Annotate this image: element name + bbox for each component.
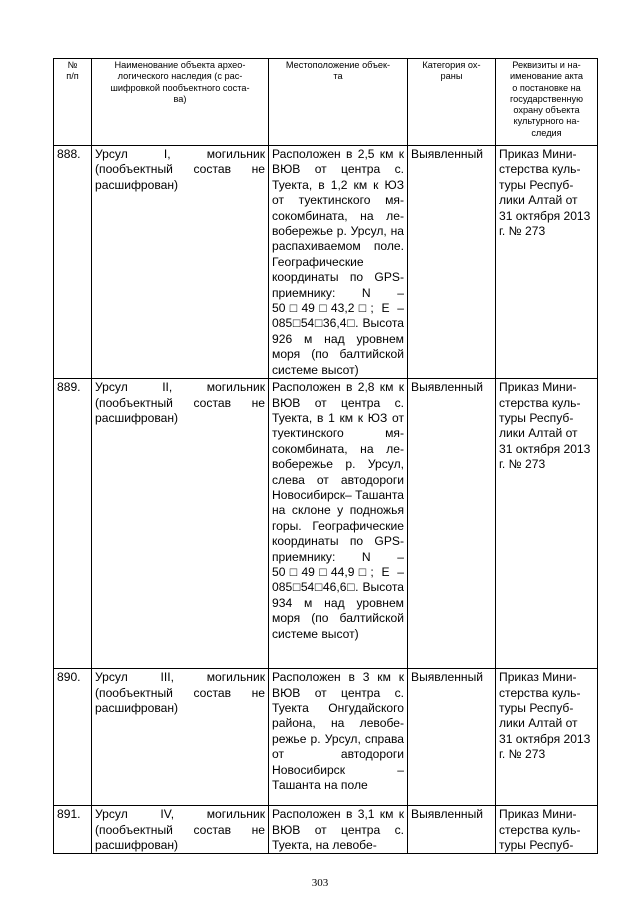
table-header-row [54,59,598,146]
act-requisites: Приказ Министерства культуры Республики Алтай от 31 октября 2013 г. № 273 [496,669,598,806]
act-requisites: Приказ Министерства культуры Республики Алтай от 31 октября 2013 г. № 273 [496,146,598,379]
object-name: Урсул III, могильник (пообъектный состав не расшифрован) [92,669,269,806]
object-location: Расположен в 2,5 км к ВЮВ от центра с. Туекта, в 1,2 км к ЮЗ от туектинского мясокомбината, на левобережье р. Урсул, на распахиваемом поле. Географические координаты по GPS-приемнику: N – 50□49□43,2□; E – 085□54□36,4□. Высота 926 м над уровнем моря (по балтийской системе высот) [269,146,408,379]
header-protection-category: Категория ох- раны [408,59,496,146]
act-requisites: Приказ Министерства культуры Республики Алтай от 31 октября 2013 г. № 273 [496,379,598,669]
table-row [54,146,598,379]
header-number: № п/п [54,59,92,146]
row-number: 891. [54,806,92,854]
row-number: 890. [54,669,92,806]
row-number: 888. [54,146,92,379]
page-number: 303 [311,877,329,889]
object-name: Урсул II, могильник (пообъектный состав не расшифрован) [92,379,269,669]
header-object-name: Наименование объекта архео- логического наследия (с рас- шифровкой пообъектного соста- ва) [92,59,269,146]
table-row [54,669,598,806]
object-location: Расположен в 3 км к ВЮВ от центра с. Туекта Онгудайского района, на левобережье р. Урсул, справа от автодороги Новосибирск – Ташанта на поле [269,669,408,806]
object-name: Урсул IV, могильник (пообъектный состав не расшифрован) [92,806,269,854]
table-row [54,806,598,854]
table-row [54,379,598,669]
object-name: Урсул I, могильник (пообъектный состав не расшифрован) [92,146,269,379]
protection-category: Выявленный [408,379,496,669]
act-requisites: Приказ Министерства культуры Респуб- [496,806,598,854]
protection-category: Выявленный [408,669,496,806]
header-location: Местоположение объек- та [269,59,408,146]
protection-category: Выявленный [408,806,496,854]
object-location: Расположен в 3,1 км к ВЮВ от центра с. Туекта, на левобе- [269,806,408,854]
row-number: 889. [54,379,92,669]
object-location: Расположен в 2,8 км к ВЮВ от центра с. Туекта, в 1 км к ЮЗ от туектинского мясокомбината, на левобережье р. Урсул, слева от автодороги Новосибирск– Ташанта на склоне у подножья горы. Географические координаты по GPS-приемнику: N – 50□49□44,9□; E – 085□54□46,6□. Высота 934 м над уровнем моря (по балтийской системе высот) [269,379,408,669]
protection-category: Выявленный [408,146,496,379]
header-act-requisites: Реквизиты и на- именование акта о постановке на государственную охрану объекта культурного на- следия [496,59,598,146]
heritage-register-table [53,58,598,854]
